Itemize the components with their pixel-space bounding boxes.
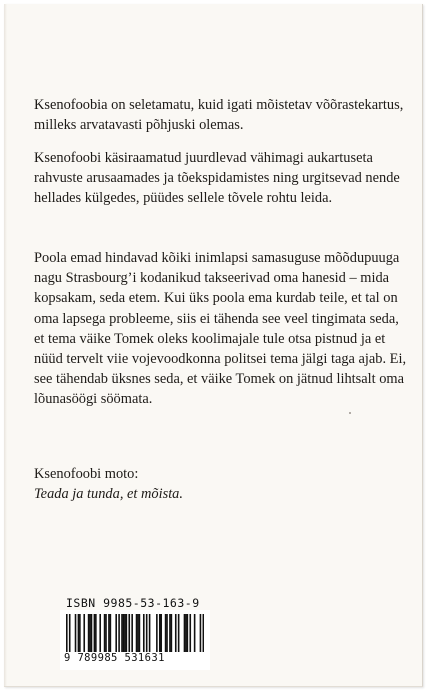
paper-speck (349, 412, 351, 414)
barcode-bar (194, 614, 196, 654)
barcode-bar (143, 614, 145, 654)
paragraph-motto (34, 464, 410, 504)
term-ksenofoobia: Ksenofoobia (34, 97, 108, 113)
barcode-bar (121, 614, 123, 654)
barcode-bar (175, 614, 177, 654)
barcode-bar (165, 614, 167, 654)
barcode-bar (79, 614, 81, 654)
barcode-bar (184, 614, 186, 654)
barcode-digits: 9 789985 531631 (64, 652, 208, 664)
barcode-bar (110, 614, 112, 654)
barcode-bar (169, 614, 171, 654)
barcode-bar (137, 614, 139, 654)
barcode (60, 610, 210, 670)
barcode-bar (128, 614, 130, 654)
barcode-bar (149, 614, 151, 654)
paragraph-excerpt: Poola emad hindavad kõiki inimlapsi samasuguse mõõdupuuga nagu Strasbourg’i kodanikud takseerivad oma hanesid – mida kopsakam, seda etem. Kui üks poola ema kurdab teile, et tal on oma lapsega probleeme, siis ei tähenda see veel tingimata seda, et tema väike Tomek oleks koolimajale tule otsa pistnud ja et nüüd tervelt viie vojevoodkonna politsei tema jälgi taga ajab. Ei, see tähendab üksnes seda, et väike Tomek on jätnud lihtsalt oma lõunasöögi söömata. (34, 250, 407, 408)
barcode-bar (136, 614, 138, 654)
series-description-text: juurdlevad vähimagi aukartuseta rahvuste arusaamades ja tõekspidamistes ning urgitsevad nende hellades külgedes, püüdes sellele tõvele rohtu leida. (34, 150, 400, 207)
series-name: Ksenofoobi käsiraamatud (34, 150, 182, 166)
barcode-bar (124, 614, 126, 654)
paragraph-series-description (34, 148, 410, 209)
barcode-bar (139, 614, 141, 654)
barcode-bars (66, 614, 204, 654)
barcode-bar (83, 614, 85, 654)
barcode-bar (156, 614, 158, 654)
barcode-bar (115, 614, 117, 654)
barcode-bar (203, 614, 204, 654)
barcode-bar (171, 614, 173, 654)
barcode-bar (159, 614, 161, 654)
book-back-cover (4, 4, 423, 687)
definition-text: on seletamatu, kuid igati mõistetav võõrastekartus, milleks arvatavasti põhjuski olemas. (34, 97, 404, 134)
barcode-bar (160, 614, 162, 654)
barcode-bar (69, 614, 71, 654)
motto-text: Teada ja tunda, et mõista. (34, 486, 183, 503)
barcode-bar (189, 614, 191, 654)
paragraph-definition (34, 95, 410, 135)
barcode-bar (108, 614, 110, 654)
isbn-label: ISBN 9985-53-163-9 (66, 596, 200, 610)
barcode-bar (99, 614, 101, 654)
barcode-bar (95, 614, 97, 654)
barcode-bar (105, 614, 107, 654)
barcode-bar (88, 614, 90, 654)
barcode-bar (78, 614, 80, 654)
barcode-bar (94, 614, 96, 654)
barcode-bar (104, 614, 106, 654)
barcode-bar (146, 614, 148, 654)
barcode-bar (185, 614, 187, 654)
motto-label: Ksenofoobi moto: (34, 466, 139, 482)
barcode-bar (91, 614, 93, 654)
barcode-bar (123, 614, 125, 654)
barcode-bar (66, 614, 68, 654)
barcode-bar (187, 614, 189, 654)
barcode-bar (118, 614, 120, 654)
barcode-bar (200, 614, 202, 654)
barcode-bar (178, 614, 180, 654)
barcode-bar (166, 614, 168, 654)
barcode-bar (75, 614, 77, 654)
barcode-bar (126, 614, 128, 654)
barcode-bar (131, 614, 133, 654)
barcode-bar (89, 614, 91, 654)
